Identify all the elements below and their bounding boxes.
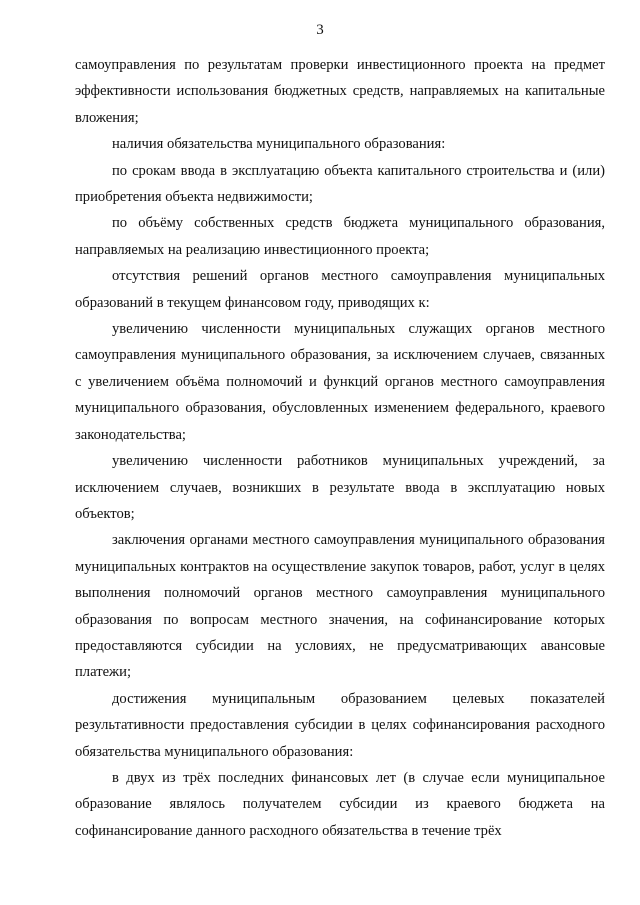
page-number: 3 xyxy=(316,22,324,38)
paragraph: отсутствия решений органов местного самоуправления муниципальных образований в текущем финансовом году, приводящих к: xyxy=(75,268,605,311)
paragraph: достижения муниципальным образованием целевых показателей результативности предоставления субсидии в целях софинансирования расходного обязательства муниципального образования: xyxy=(75,690,605,760)
paragraph: по объёму собственных средств бюджета муниципального образования, направляемых на реализацию инвестиционного проекта; xyxy=(75,215,605,258)
paragraph: увеличению численности муниципальных служащих органов местного самоуправления муниципального образования, за исключением случаев, связанных с увеличением объёма полномочий и функций органов местного самоуправления муниципального образования, обусловленных изменением федерального, краевого законодательства; xyxy=(75,321,605,443)
paragraph: заключения органами местного самоуправления муниципального образования муниципальных контрактов на осуществление закупок товаров, работ, услуг в целях выполнения полномочий органов местного самоуправления муниципального образования по вопросам местного значения, на софинансирование которых предоставляются субсидии на условиях, не предусматривающих авансовые платежи; xyxy=(75,532,605,681)
paragraph: наличия обязательства муниципального образования: xyxy=(112,136,446,153)
document-body xyxy=(75,52,605,844)
paragraph: в двух из трёх последних финансовых лет (в случае если муниципальное образование являлось получателем субсидии из краевого бюджета на софинансирование данного расходного обязательства в течение трёх xyxy=(75,769,605,839)
paragraph: увеличению численности работников муниципальных учреждений, за исключением случаев, возникших в результате ввода в эксплуатацию новых объектов; xyxy=(75,453,605,522)
paragraph: самоуправления по результатам проверки инвестиционного проекта на предмет эффективности использования бюджетных средств, направляемых на капитальные вложения; xyxy=(75,57,605,126)
paragraph: по срокам ввода в эксплуатацию объекта капитального строительства и (или) приобретения объекта недвижимости; xyxy=(75,162,605,206)
